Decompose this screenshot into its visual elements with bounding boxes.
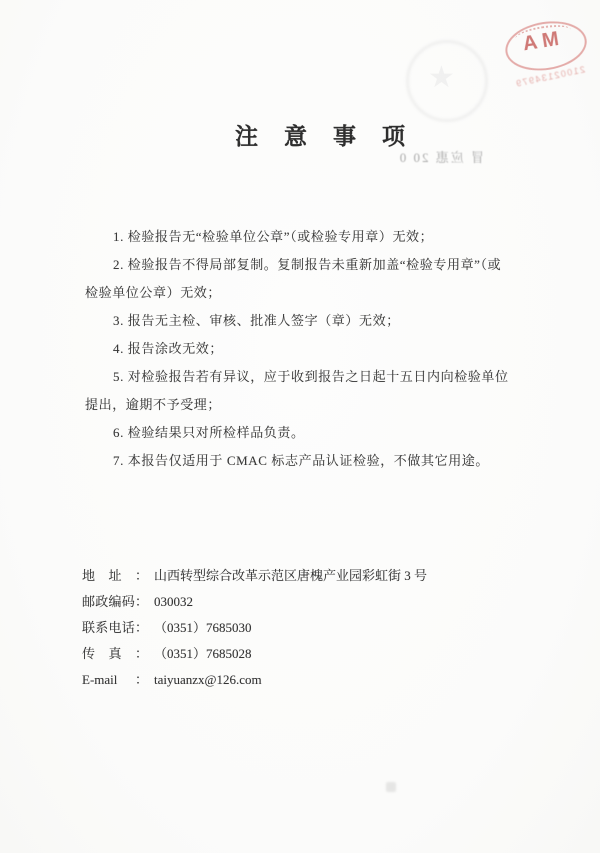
notice-line-1: 1. 检验报告无“检验单位公章”（或检验专用章）无效； (113, 229, 434, 244)
page-title: 注意事项 (235, 124, 431, 149)
contact-info (82, 563, 427, 693)
scan-artifact (386, 782, 396, 792)
contact-label: 地址： (82, 568, 148, 583)
contact-label: 联系电话： (82, 620, 148, 635)
contact-value: taiyuanzx@126.com (154, 672, 262, 687)
bleedthrough-text: 冒 应惠 20 0 (397, 150, 484, 165)
notice-line-5b: 提出，逾期不予受理； (85, 397, 222, 412)
contact-row-address (82, 563, 427, 589)
notice-line-5: 5. 对检验报告若有异议，应于收到报告之日起十五日内向检验单位 (113, 369, 509, 384)
contact-row-fax (82, 641, 427, 667)
notice-line-2: 2. 检验报告不得局部复制。复制报告未重新加盖“检验专用章”（或 (113, 257, 502, 272)
contact-value: （0351）7685028 (154, 646, 252, 661)
contact-row-postcode (82, 589, 427, 615)
stamp-serial-number: 21002134979 (513, 64, 586, 90)
contact-row-email (82, 667, 427, 693)
star-icon: ★ (428, 61, 455, 94)
contact-value: 030032 (154, 594, 193, 609)
stamp-monogram: AM (521, 27, 566, 56)
notice-line-4: 4. 报告涂改无效； (113, 341, 224, 356)
contact-label: 传真： (82, 646, 148, 661)
contact-label: E-mail ： (82, 672, 148, 687)
notice-line-7: 7. 本报告仅适用于 CMAC 标志产品认证检验，不做其它用途。 (113, 453, 489, 468)
contact-row-phone (82, 615, 427, 641)
notice-list (85, 223, 509, 475)
notice-line-6: 6. 检验结果只对所检样品负责。 (113, 425, 305, 440)
contact-value: 山西转型综合改革示范区唐槐产业园彩虹街 3 号 (154, 568, 428, 583)
notice-line-2b: 检验单位公章）无效； (85, 285, 222, 300)
oval-stamp (493, 7, 600, 97)
notice-line-3: 3. 报告无主检、审核、批准人签字（章）无效； (113, 313, 400, 328)
contact-value: （0351）7685030 (154, 620, 252, 635)
contact-label: 邮政编码： (82, 594, 148, 609)
